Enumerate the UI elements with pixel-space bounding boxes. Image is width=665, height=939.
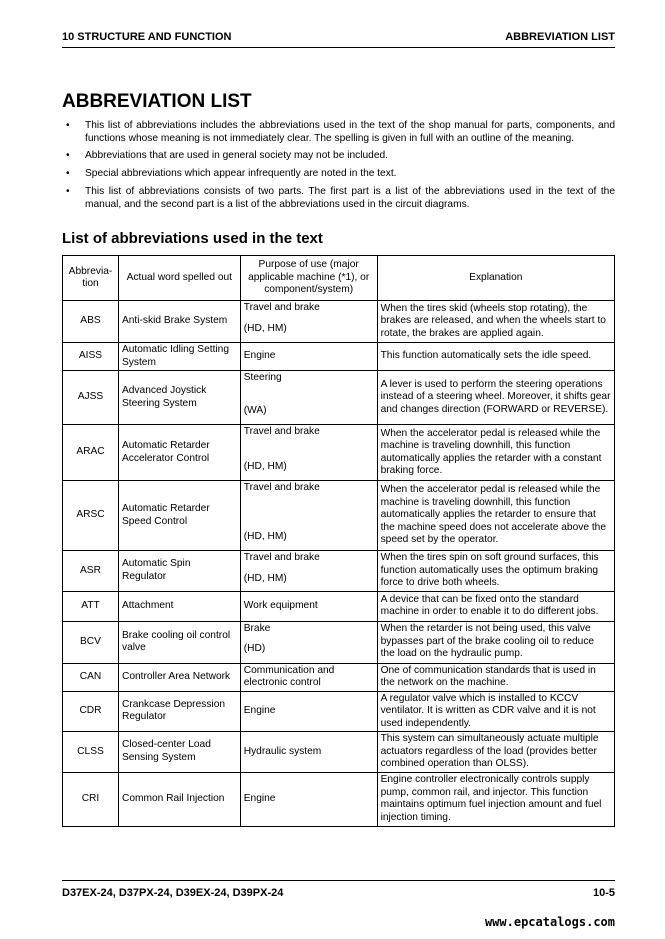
table-row: [63, 691, 615, 732]
abbreviation-table: [62, 255, 615, 827]
header-explanation: Explanation: [377, 256, 614, 301]
table-row: [63, 343, 615, 371]
purpose-text: Steering: [243, 372, 282, 383]
cell-actual-word: Automatic Retarder Speed Control: [118, 481, 240, 551]
bullet-icon: •: [66, 150, 70, 162]
purpose-machine: (HD, HM): [243, 530, 287, 542]
header-section: 10 STRUCTURE AND FUNCTION: [62, 31, 232, 43]
table-row: [63, 481, 615, 551]
table-row: [63, 425, 615, 481]
bullet-item: • This list of abbreviations includes the abbreviations used in the text of the shop manual for parts, components, and functions whose meaning is not immediately clear. The spelling is given in full with an outline of the meaning.: [66, 120, 615, 144]
header-topic: ABBREVIATION LIST: [505, 31, 615, 43]
cell-explanation: When the accelerator pedal is released while the machine is traveling downhill, this function automatically applies the retarder with a constant braking force.: [377, 425, 614, 481]
table-row: [63, 591, 615, 621]
purpose-machine: (HD): [243, 643, 266, 654]
purpose-text: Brake: [243, 622, 271, 634]
page-header: [62, 31, 615, 45]
cell-actual-word: Advanced Joystick Steering System: [118, 371, 240, 425]
table-row: [63, 371, 615, 425]
cell-abbreviation: ABS: [63, 301, 119, 343]
purpose-text: Travel and brake: [243, 426, 320, 437]
cell-explanation: One of communication standards that is used in the network on the machine.: [377, 663, 614, 691]
cell-explanation: Engine controller electronically controls supply pump, common rail, and injector. This function maintains optimum fuel injection amount and fuel injection timing.: [377, 772, 614, 826]
table-row: [63, 772, 615, 826]
cell-abbreviation: CAN: [63, 663, 119, 691]
cell-explanation: A lever is used to perform the steering operations instead of a steering wheel. Moreover, it shifts gear and changes direction (FORWARD or REVERSE).: [377, 371, 614, 425]
header-abbreviation: Abbrevia-tion: [63, 256, 119, 301]
cell-explanation: When the retarder is not being used, this valve bypasses part of the brake cooling oil to reduce the load on the hydraulic pump.: [377, 621, 614, 663]
cell-explanation: When the accelerator pedal is released while the machine is traveling downhill, this function automatically applies the retarder to ensure that the machine speed does not accelerate above the speed set by the operator.: [377, 481, 614, 551]
header-actual-word: Actual word spelled out: [118, 256, 240, 301]
cell-purpose: Engine: [240, 343, 377, 371]
cell-abbreviation: ATT: [63, 591, 119, 621]
cell-abbreviation: CRI: [63, 772, 119, 826]
cell-purpose: [240, 301, 377, 343]
watermark-url: www.epcatalogs.com: [484, 915, 615, 929]
cell-actual-word: Automatic Retarder Accelerator Control: [118, 425, 240, 481]
cell-abbreviation: AISS: [63, 343, 119, 371]
cell-explanation: This function automatically sets the idle speed.: [377, 343, 614, 371]
intro-bullet-list: [62, 120, 615, 216]
header-purpose: Purpose of use (major applicable machine (*1), or component/system): [240, 256, 377, 301]
cell-abbreviation: CDR: [63, 691, 119, 732]
table-row: [63, 732, 615, 773]
cell-purpose: Work equipment: [240, 591, 377, 621]
cell-purpose: [240, 481, 377, 551]
purpose-machine: (HD, HM): [243, 322, 287, 334]
page-title: ABBREVIATION LIST: [62, 91, 252, 112]
purpose-machine: (HD, HM): [243, 572, 287, 584]
bullet-item: • This list of abbreviations consists of two parts. The first part is a list of the abbreviations used in the text of the manual, and the second part is a list of the abbreviations used in the circuit diagrams.: [66, 185, 615, 210]
bullet-icon: •: [66, 120, 70, 131]
bullet-icon: •: [66, 168, 70, 180]
section-title: List of abbreviations used in the text: [62, 230, 323, 247]
cell-actual-word: Attachment: [118, 591, 240, 621]
cell-actual-word: Controller Area Network: [118, 663, 240, 691]
cell-explanation: When the tires spin on soft ground surfaces, this function automatically uses the optimum braking force to drive both wheels.: [377, 551, 614, 592]
footer-divider: [62, 880, 615, 881]
cell-abbreviation: BCV: [63, 621, 119, 663]
cell-explanation: This system can simultaneously actuate multiple actuators regardless of the load (provides better combined operation than OLSS).: [377, 732, 614, 773]
table-row: [63, 663, 615, 691]
cell-abbreviation: ASR: [63, 551, 119, 592]
purpose-text: Travel and brake: [243, 552, 320, 563]
table-row: [63, 551, 615, 592]
cell-purpose: [240, 621, 377, 663]
cell-purpose: [240, 551, 377, 592]
cell-explanation: A device that can be fixed onto the standard machine in order to enable it to do different jobs.: [377, 591, 614, 621]
cell-abbreviation: AJSS: [63, 371, 119, 425]
cell-actual-word: Common Rail Injection: [118, 772, 240, 826]
cell-explanation: When the tires skid (wheels stop rotating), the brakes are released, and when the wheels start to rotate, the brakes are applied again.: [377, 301, 614, 343]
bullet-item: • Special abbreviations which appear infrequently are noted in the text.: [66, 168, 397, 180]
cell-purpose: Communication and electronic control: [240, 663, 377, 691]
bullet-icon: •: [66, 185, 70, 197]
bullet-item: • Abbreviations that are used in general society may not be included.: [66, 150, 388, 162]
table-row: [63, 301, 615, 343]
footer-models: D37EX-24, D37PX-24, D39EX-24, D39PX-24: [62, 887, 284, 899]
page-number: 10-5: [592, 887, 615, 899]
purpose-machine: (HD, HM): [243, 460, 287, 472]
cell-explanation: A regulator valve which is installed to KCCV ventilator. It is written as CDR valve and it is not used independently.: [377, 691, 614, 732]
cell-actual-word: Closed-center Load Sensing System: [118, 732, 240, 773]
cell-abbreviation: ARSC: [63, 481, 119, 551]
cell-actual-word: Brake cooling oil control valve: [118, 621, 240, 663]
cell-actual-word: Automatic Idling Setting System: [118, 343, 240, 371]
purpose-text: Travel and brake: [243, 302, 320, 313]
cell-purpose: Hydraulic system: [240, 732, 377, 773]
cell-actual-word: Anti-skid Brake System: [118, 301, 240, 343]
cell-actual-word: Crankcase Depression Regulator: [118, 691, 240, 732]
cell-abbreviation: ARAC: [63, 425, 119, 481]
table-row: [63, 621, 615, 663]
cell-purpose: Engine: [240, 691, 377, 732]
purpose-machine: (WA): [243, 404, 267, 416]
cell-actual-word: Automatic Spin Regulator: [118, 551, 240, 592]
cell-abbreviation: CLSS: [63, 732, 119, 773]
cell-purpose: Engine: [240, 772, 377, 826]
cell-purpose: [240, 425, 377, 481]
table-header-row: [63, 256, 615, 301]
purpose-text: Travel and brake: [243, 482, 320, 493]
cell-purpose: [240, 371, 377, 425]
header-divider: [62, 47, 615, 48]
